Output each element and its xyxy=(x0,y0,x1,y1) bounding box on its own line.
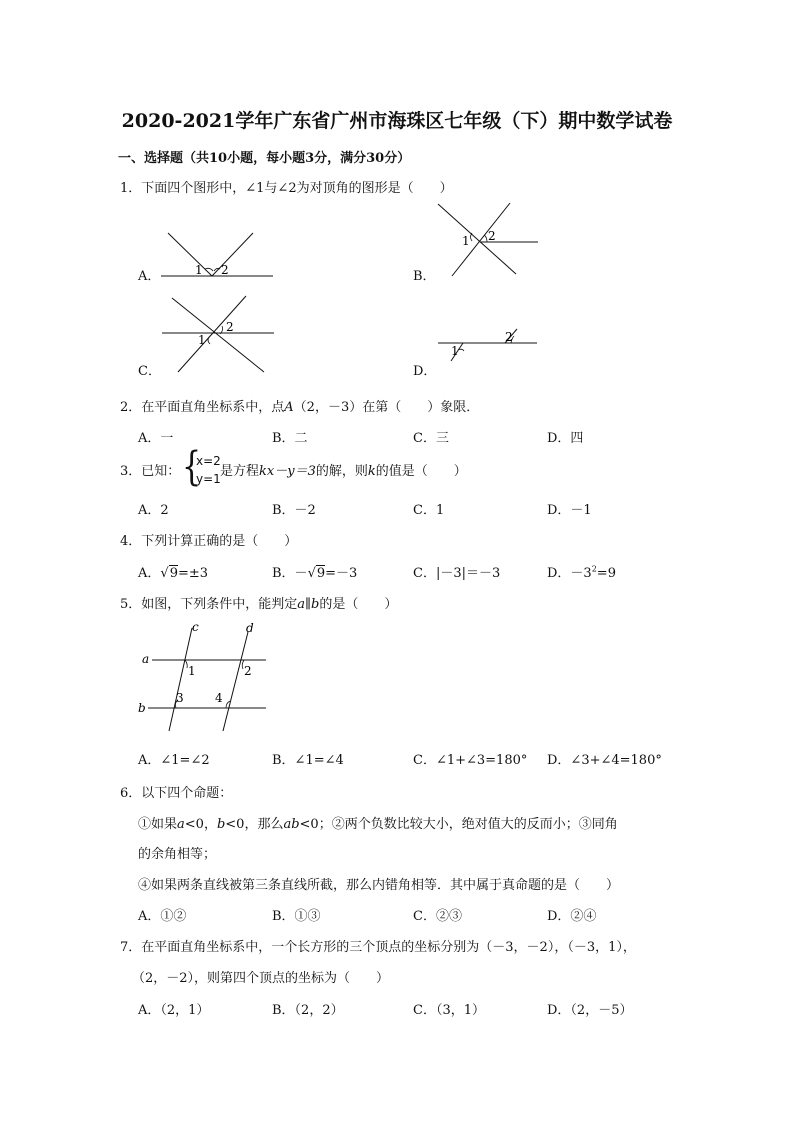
q6-proposition-line-2: 的余角相等； xyxy=(138,847,217,862)
q7-option-b: B．（2，2） xyxy=(272,1003,344,1018)
q4-option-b: B．－√9=－3 xyxy=(272,566,358,581)
q5-angle-1: 1 xyxy=(188,664,196,678)
question-7-line-2: （2，－2），则第四个顶点的坐标为（ ） xyxy=(132,971,390,986)
q7-option-c: C．（3，1） xyxy=(413,1003,485,1018)
q4-option-d: D．$-3^2=9$ xyxy=(547,564,616,581)
q2-option-b: B．二 xyxy=(272,431,308,446)
q3-option-a: A．2 xyxy=(138,503,169,518)
q6-option-c: C．②③ xyxy=(413,909,462,924)
q6-option-d: D．②④ xyxy=(547,909,597,924)
q1d-angle-1: 1 xyxy=(451,344,459,358)
q2-option-d: D．四 xyxy=(547,431,584,446)
q2-option-a: A．一 xyxy=(138,431,174,446)
q5-line-c: c xyxy=(192,620,199,634)
q1-figure-d xyxy=(435,327,540,363)
q5-line-a: a xyxy=(142,652,150,666)
question-7-line-1: 7．在平面直角坐标系中，一个长方形的三个顶点的坐标分别为（－3，－2），（－3，1）， xyxy=(120,940,636,955)
q7-option-a: A．（2，1） xyxy=(138,1003,210,1018)
q3-system: x=2 y=1 xyxy=(196,454,221,486)
q3-system-brace: { xyxy=(182,443,202,491)
q6-proposition-line-1: ①如果a<0，b<0，那么ab<0；②两个负数比较大小，绝对值大的反而小；③同角 xyxy=(138,817,618,832)
q1-figure-a xyxy=(158,228,276,278)
q1-option-c-label: C． xyxy=(138,364,161,379)
q5-figure xyxy=(134,616,274,734)
q1c-angle-1: 1 xyxy=(198,333,206,347)
q1a-angle-2: 2 xyxy=(221,263,229,277)
q1c-angle-2: 2 xyxy=(226,320,234,334)
q1b-angle-1: 1 xyxy=(462,234,470,248)
q5-angle-3: 3 xyxy=(176,691,184,705)
sqrt-sign: √ xyxy=(160,566,169,581)
q4-option-c: C．|－3|＝－3 xyxy=(413,566,501,581)
question-2-stem: 2．在平面直角坐标系中，点A（2，－3）在第（ ）象限． xyxy=(120,400,480,415)
sqrt-sign: √ xyxy=(307,566,316,581)
question-1-stem: 1．下面四个图形中，∠1与∠2为对顶角的图形是（ ） xyxy=(120,181,453,196)
q2-option-c: C．三 xyxy=(413,431,449,446)
q7-option-d: D．（2，－5） xyxy=(547,1003,633,1018)
q3-option-c: C．1 xyxy=(413,503,445,518)
q5-angle-2: 2 xyxy=(244,664,252,678)
section-heading: 一、选择题（共10小题，每小题3分，满分30分） xyxy=(118,151,411,166)
q6-option-a: A．①② xyxy=(138,909,187,924)
q3-stem-b: 是方程kx－y＝3的解，则k的值是（ ） xyxy=(220,464,467,479)
q1-option-a-label: A． xyxy=(138,269,161,284)
q1b-angle-2: 2 xyxy=(488,229,496,243)
q3-stem-a: 3．已知： xyxy=(120,464,181,479)
q5-option-b: B．∠1=∠4 xyxy=(272,753,344,768)
q5-option-c: C．∠1+∠3=180° xyxy=(413,753,528,768)
q1-figure-b xyxy=(432,200,542,280)
question-5-stem: 5．如图，下列条件中，能判定a∥b的是（ ） xyxy=(120,597,398,612)
question-4-stem: 4．下列计算正确的是（ ） xyxy=(120,534,298,549)
q5-option-a: A．∠1=∠2 xyxy=(138,753,210,768)
q5-line-d: d xyxy=(246,621,254,635)
q5-option-d: D．∠3+∠4=180° xyxy=(547,753,662,768)
question-6-stem: 6．以下四个命题： xyxy=(120,786,233,801)
q1a-angle-1: 1 xyxy=(195,263,203,277)
q3-option-d: D．－1 xyxy=(547,503,592,518)
q1-figure-c xyxy=(158,294,276,374)
q5-angle-4: 4 xyxy=(215,691,223,705)
q4-option-a: A．√9=±3 xyxy=(138,566,209,581)
page-title: 2020-2021学年广东省广州市海珠区七年级（下）期中数学试卷 xyxy=(121,110,673,132)
q1-option-b-label: B． xyxy=(413,269,436,284)
q1d-angle-2: 2 xyxy=(505,330,513,344)
q6-option-b: B．①③ xyxy=(272,909,321,924)
q1-option-d-label: D． xyxy=(413,364,437,379)
q3-option-b: B．－2 xyxy=(272,503,316,518)
q6-proposition-line-3: ④如果两条直线被第三条直线所截，那么内错角相等．其中属于真命题的是（ ） xyxy=(138,878,620,893)
q5-line-b: b xyxy=(138,701,146,715)
